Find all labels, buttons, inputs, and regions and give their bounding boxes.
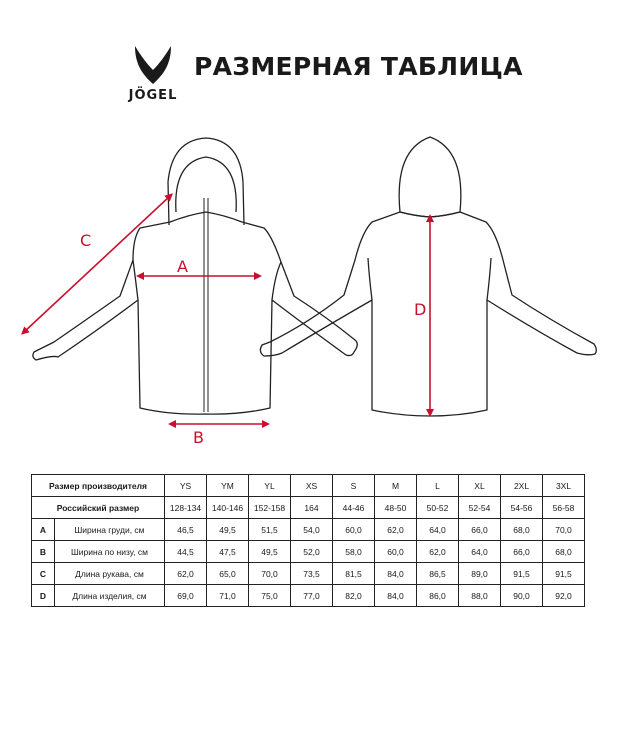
russian-size-cell: 152-158 <box>249 497 291 519</box>
measure-label-a: A <box>177 257 188 276</box>
size-table <box>31 474 585 607</box>
jacket-diagram <box>0 120 624 460</box>
measurement-value: 84,0 <box>375 563 417 585</box>
measurement-value: 68,0 <box>543 541 585 563</box>
measurement-value: 65,0 <box>207 563 249 585</box>
measurement-value: 91,5 <box>543 563 585 585</box>
logo-text: JÖGEL <box>128 88 178 103</box>
size-header-cell: YM <box>207 475 249 497</box>
measurement-value: 90,0 <box>501 585 543 607</box>
measurement-value: 86,5 <box>417 563 459 585</box>
measurement-row <box>32 563 585 585</box>
page-title: РАЗМЕРНАЯ ТАБЛИЦА <box>194 52 523 81</box>
measurement-value: 52,0 <box>291 541 333 563</box>
measurement-row <box>32 585 585 607</box>
measurement-row <box>32 519 585 541</box>
measure-label-d: D <box>414 300 427 319</box>
size-header-cell: YL <box>249 475 291 497</box>
measurement-value: 84,0 <box>375 585 417 607</box>
measurement-value: 54,0 <box>291 519 333 541</box>
measurement-value: 46,5 <box>165 519 207 541</box>
measurement-value: 91,5 <box>501 563 543 585</box>
measurement-value: 73,5 <box>291 563 333 585</box>
size-header-cell: XS <box>291 475 333 497</box>
measurement-letter: D <box>32 585 55 607</box>
russian-size-cell: 52-54 <box>459 497 501 519</box>
measurement-value: 62,0 <box>375 519 417 541</box>
size-header-cell: YS <box>165 475 207 497</box>
jacket-back-view <box>260 137 596 416</box>
measurement-value: 64,0 <box>417 519 459 541</box>
measurement-value: 64,0 <box>459 541 501 563</box>
manufacturer-size-row <box>32 475 585 497</box>
measurement-value: 68,0 <box>501 519 543 541</box>
measurement-value: 89,0 <box>459 563 501 585</box>
measurement-letter: C <box>32 563 55 585</box>
measurement-value: 62,0 <box>165 563 207 585</box>
measurement-row <box>32 541 585 563</box>
measurement-value: 81,5 <box>333 563 375 585</box>
russian-size-cell: 128-134 <box>165 497 207 519</box>
measurement-value: 66,0 <box>459 519 501 541</box>
size-header-cell: 2XL <box>501 475 543 497</box>
russian-size-cell: 140-146 <box>207 497 249 519</box>
measure-label-b: B <box>193 428 204 447</box>
manufacturer-size-label: Размер производителя <box>32 475 165 497</box>
measurement-value: 44,5 <box>165 541 207 563</box>
size-table-body <box>32 475 585 607</box>
measurement-label: Ширина груди, см <box>55 519 165 541</box>
russian-size-cell: 48-50 <box>375 497 417 519</box>
measurement-value: 88,0 <box>459 585 501 607</box>
jogel-emblem-icon <box>132 44 174 86</box>
size-header-cell: L <box>417 475 459 497</box>
russian-size-cell: 164 <box>291 497 333 519</box>
russian-size-cell: 50-52 <box>417 497 459 519</box>
measurement-letter: B <box>32 541 55 563</box>
measurement-value: 86,0 <box>417 585 459 607</box>
measurement-value: 49,5 <box>249 541 291 563</box>
size-header-cell: S <box>333 475 375 497</box>
measurement-value: 70,0 <box>543 519 585 541</box>
measurement-value: 82,0 <box>333 585 375 607</box>
measurement-value: 51,5 <box>249 519 291 541</box>
measurement-value: 66,0 <box>501 541 543 563</box>
russian-size-label: Российский размер <box>32 497 165 519</box>
measurement-value: 47,5 <box>207 541 249 563</box>
russian-size-cell: 56-58 <box>543 497 585 519</box>
measurement-value: 70,0 <box>249 563 291 585</box>
russian-size-cell: 54-56 <box>501 497 543 519</box>
measurement-label: Длина рукава, см <box>55 563 165 585</box>
measurement-letter: A <box>32 519 55 541</box>
measure-label-c: C <box>80 231 92 250</box>
measurement-value: 62,0 <box>417 541 459 563</box>
measurement-value: 49,5 <box>207 519 249 541</box>
measurement-value: 92,0 <box>543 585 585 607</box>
measurement-value: 71,0 <box>207 585 249 607</box>
measurement-value: 58,0 <box>333 541 375 563</box>
size-header-cell: 3XL <box>543 475 585 497</box>
brand-logo <box>118 44 188 108</box>
measurement-label: Длина изделия, см <box>55 585 165 607</box>
measurement-value: 75,0 <box>249 585 291 607</box>
russian-size-cell: 44-46 <box>333 497 375 519</box>
russian-size-row <box>32 497 585 519</box>
measurement-value: 60,0 <box>375 541 417 563</box>
size-header-cell: M <box>375 475 417 497</box>
measurement-label: Ширина по низу, см <box>55 541 165 563</box>
measurement-value: 77,0 <box>291 585 333 607</box>
size-header-cell: XL <box>459 475 501 497</box>
measurement-value: 60,0 <box>333 519 375 541</box>
measurement-value: 69,0 <box>165 585 207 607</box>
